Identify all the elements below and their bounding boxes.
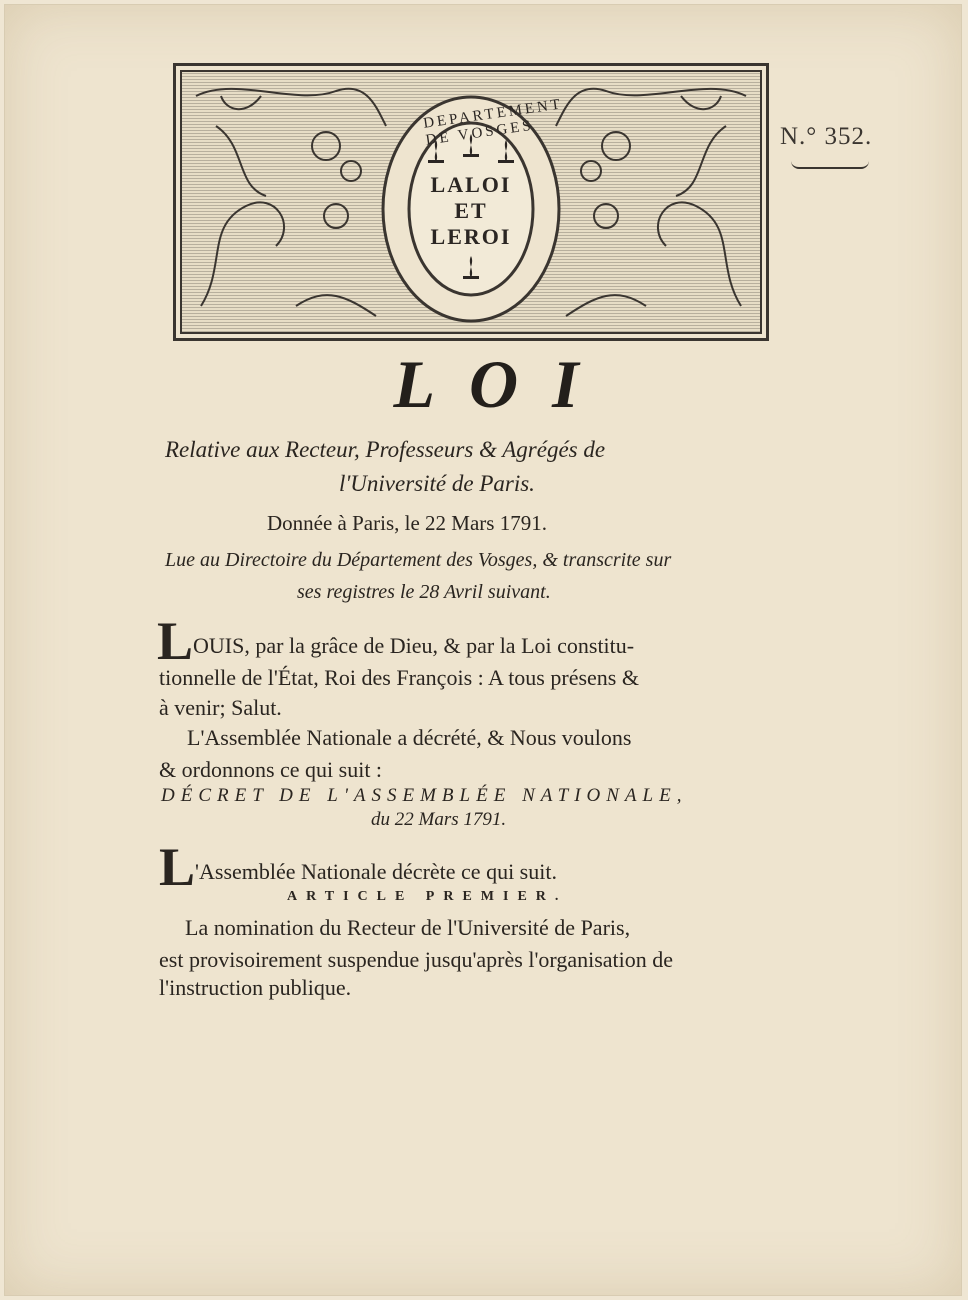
dropcap: L — [157, 611, 194, 671]
decree-heading-line-2: du 22 Mars 1791. — [371, 809, 507, 830]
seal-ring-text: DEPARTEMENT DE VOSGES — [422, 96, 564, 149]
assembly-line-2: & ordonnons ce qui suit : — [159, 757, 383, 782]
article-body-line-3: l'instruction publique. — [159, 975, 352, 1000]
read-line-2: ses registres le 28 Avril suivant. — [297, 581, 551, 603]
article-body-line-2: est provisoirement suspendue jusqu'après l'organisation de — [159, 947, 674, 972]
ornamental-header — [173, 63, 769, 341]
seal-motto-line-2: ET — [454, 198, 488, 223]
dropcap-2: L — [159, 837, 196, 897]
seal — [386, 96, 564, 314]
assembly-line-1: L'Assemblée Nationale a décrété, & Nous voulons — [187, 725, 632, 750]
number-underline — [791, 161, 869, 169]
document-page — [4, 4, 962, 1296]
preamble-line-2: tionnelle de l'État, Roi des François : A tous présens & — [159, 665, 639, 690]
subtitle-line-1: Relative aux Recteur, Professeurs & Agrégés de — [165, 437, 606, 462]
article-heading: ARTICLE PREMIER. — [287, 889, 568, 904]
decree-line-1-text: 'Assemblée Nationale décrète ce qui suit. — [195, 859, 557, 884]
read-line-1: Lue au Directoire du Département des Vosges, & transcrite sur — [165, 549, 672, 571]
preamble-line-3: à venir; Salut. — [159, 695, 282, 720]
seal-motto-line-1: LALOI — [430, 172, 512, 197]
page-title: LOI — [393, 346, 613, 422]
given-date: Donnée à Paris, le 22 Mars 1791. — [267, 511, 547, 535]
seal-motto-line-3: LEROI — [430, 224, 512, 249]
preamble-line-1 — [157, 611, 635, 671]
subtitle-line-2: l'Université de Paris. — [339, 471, 535, 496]
preamble-line-1-text: OUIS, par la grâce de Dieu, & par la Loi constitu- — [193, 633, 635, 658]
decree-heading-line-1: DÉCRET DE L'ASSEMBLÉE NATIONALE, — [161, 785, 688, 806]
document-number: N.° 352. — [780, 123, 873, 150]
article-body-line-1: La nomination du Recteur de l'Université de Paris, — [185, 915, 631, 940]
